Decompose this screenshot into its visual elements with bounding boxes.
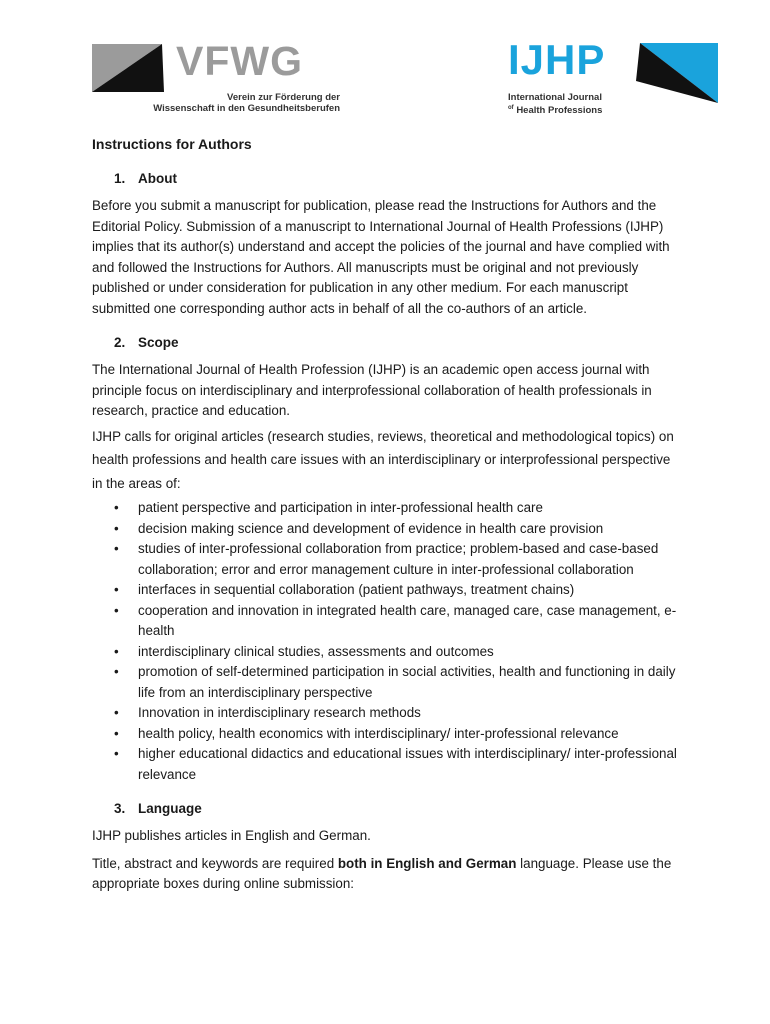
list-item-text: studies of inter-professional collaboration from practice; problem-based and case-based collaboration; error and error management culture in inter-professional collaboration (138, 541, 659, 577)
list-item-text: promotion of self-determined participation in social activities, health and functioning in daily life from an interdisciplinary perspective (138, 664, 676, 700)
section-number: 2. (114, 335, 126, 350)
ijhp-sub-line2: Health Professions (516, 105, 603, 117)
list-item (92, 580, 680, 601)
ijhp-sub-line1: International Journal (508, 92, 602, 103)
vfwg-logo (92, 38, 352, 116)
list-item (92, 744, 680, 785)
section-heading-text: About (138, 171, 177, 186)
language-paragraph-2-bold: both in English and German (337, 855, 517, 871)
list-item (92, 519, 680, 540)
section-heading-scope (92, 333, 680, 353)
scope-paragraph-1: The International Journal of Health Profession (IJHP) is an academic open access journal with principle focus on interdisciplinary and interprofessional collaboration of health professionals in research, practice and education. (92, 362, 652, 418)
list-item (92, 601, 680, 642)
section-number: 3. (114, 801, 126, 816)
list-item (92, 703, 680, 724)
bullet-icon: • (114, 602, 119, 618)
list-item-text: decision making science and development of evidence in health care provision (138, 520, 604, 536)
bullet-icon: • (114, 500, 119, 515)
document-title: Instructions for Authors (92, 136, 252, 152)
bullet-icon: • (114, 582, 119, 597)
language-paragraph-2-end: language. Please use the appropriate boxes during online submission: (92, 855, 672, 891)
list-item (92, 498, 680, 519)
language-paragraph-2 (92, 854, 680, 895)
scope-paragraph-2: IJHP calls for original articles (research studies, reviews, theoretical and methodological topics) on health professions and health care issues with an interdisciplinary or interprofessional perspective in the areas of: (92, 428, 674, 491)
language-paragraph-2-start: Title, abstract and keywords are required (92, 855, 338, 871)
list-item-text: health policy, health economics with interdisciplinary/ inter-professional relevance (138, 725, 619, 741)
list-item (92, 642, 680, 663)
ijhp-logo (508, 36, 718, 117)
list-item-text: higher educational didactics and educational issues with interdisciplinary/ inter-professional relevance (138, 746, 677, 782)
section-heading-about (92, 169, 680, 189)
bullet-icon: • (114, 725, 119, 741)
list-item-text: Innovation in interdisciplinary research methods (138, 705, 421, 720)
list-item-text: patient perspective and participation in inter-professional health care (138, 500, 543, 515)
vfwg-logo-title: VFWG (176, 38, 303, 84)
ijhp-logo-subtitle (508, 92, 602, 116)
section-heading-language (92, 799, 680, 819)
about-paragraph: Before you submit a manuscript for publication, please read the Instructions for Authors and the Editorial Policy. Submission of a manuscript to International Journal of Health Professions (IJHP) implies that its author(s) understand and accept the policies of the journal and have complied with and followed the Instructions for Authors. All manuscripts must be original and not previously published or under consideration for publication in any other medium. For each manuscript submitted one corresponding author acts in behalf of all the co-authors of an article. (92, 198, 670, 316)
ijhp-logo-title: IJHP (508, 36, 606, 83)
list-item-text: interfaces in sequential collaboration (patient pathways, treatment chains) (138, 582, 575, 597)
bullet-icon: • (114, 520, 119, 536)
vfwg-sub-line2: Wissenschaft in den Gesundheitsberufen (153, 103, 340, 114)
section-heading-text: Language (138, 801, 202, 816)
vfwg-sub-line1: Verein zur Förderung der (227, 92, 340, 103)
bullet-icon: • (114, 705, 119, 720)
language-paragraph-1: IJHP publishes articles in English and German. (92, 828, 371, 843)
scope-areas-list (92, 498, 680, 785)
vfwg-triangle-mark (92, 44, 176, 94)
list-item-text: interdisciplinary clinical studies, assessments and outcomes (138, 643, 494, 659)
ijhp-sub-line2-prefix: of (508, 105, 514, 111)
bullet-icon: • (114, 664, 119, 679)
list-item (92, 724, 680, 745)
ijhp-triangle-mark (636, 43, 720, 105)
list-item (92, 662, 680, 703)
bullet-icon: • (114, 643, 119, 659)
vfwg-logo-subtitle (153, 92, 340, 114)
bullet-icon: • (114, 541, 119, 556)
document-body (92, 134, 680, 909)
bullet-icon: • (114, 746, 119, 761)
list-item-text: cooperation and innovation in integrated health care, managed care, case management, e-health (138, 602, 677, 638)
section-heading-text: Scope (138, 335, 179, 350)
list-item (92, 539, 680, 580)
section-number: 1. (114, 171, 126, 186)
ijhp-sub-line2-wrap (508, 103, 602, 116)
